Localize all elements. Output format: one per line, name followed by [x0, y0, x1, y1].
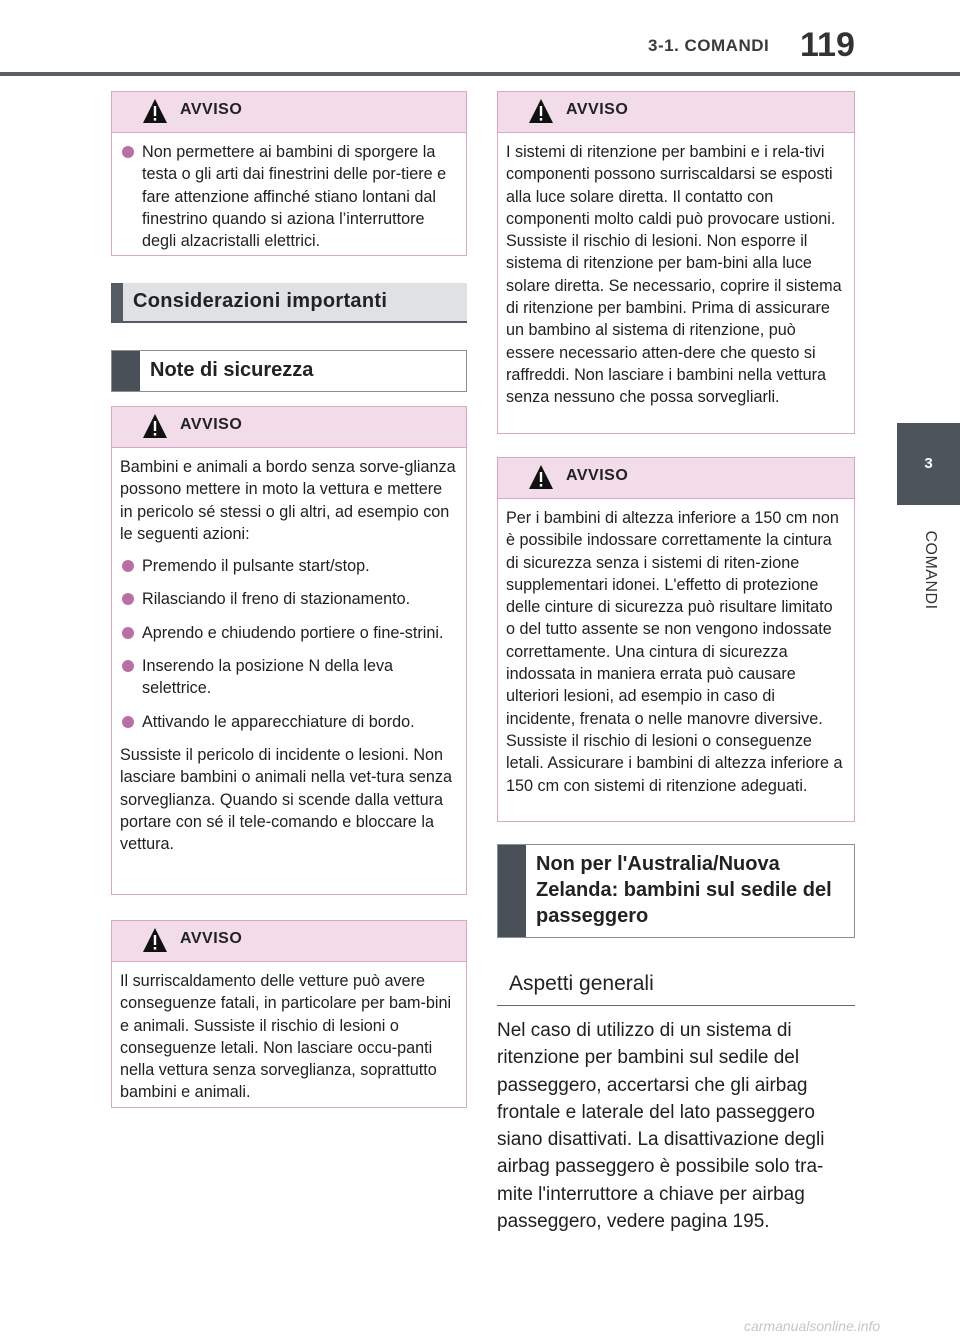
warning-triangle-icon: [528, 464, 554, 490]
list-item: Aprendo e chiudendo portiere o fine-strini.: [120, 622, 456, 644]
bullet-icon: [122, 146, 134, 158]
list-item: Attivando le apparecchiature di bordo.: [120, 711, 456, 733]
chapter-tab: 3: [897, 423, 960, 505]
header-rule: [0, 72, 960, 76]
warning-box-overheating: [111, 920, 467, 1108]
chapter-label: [897, 515, 960, 625]
bullet-icon: [122, 716, 134, 728]
list-item: Inserendo la posizione N della leva selettrice.: [120, 655, 456, 700]
warning-box-seatbelt: [497, 457, 855, 822]
warning-title: AVVISO: [566, 101, 629, 118]
warning-title: AVVISO: [180, 416, 243, 433]
subsection-heading: Non per l'Australia/Nuova Zelanda: bambini sul sedile del passeggero: [497, 844, 855, 938]
list-item: Premendo il pulsante start/stop.: [120, 555, 456, 577]
subheading: Aspetti generali: [497, 960, 855, 1006]
warning-header: [112, 92, 466, 133]
section-heading: Considerazioni importanti: [111, 283, 467, 323]
warning-triangle-icon: [528, 98, 554, 124]
warning-header: [112, 407, 466, 448]
list-item: Non permettere ai bambini di sporgere la testa o gli arti dai finestrini delle por-tiere e fare attenzione affinché stiano lontani dal finestrino quando si aziona l’interruttore degli alzacristalli elettrici.: [120, 141, 456, 252]
warning-box-unattended: [111, 406, 467, 895]
warning-title: AVVISO: [566, 467, 629, 484]
bullet-icon: [122, 660, 134, 672]
warning-box-sunlight: [497, 91, 855, 434]
warning-triangle-icon: [142, 98, 168, 124]
warning-text: Il surriscaldamento delle vetture può avere conseguenze fatali, in particolare per bam-bini e animali. Sussiste il rischio di lesioni o conseguenze letali. Non lasciare occu-panti nella vettura senza sorveglianza, soprattutto bambini e animali.: [120, 972, 452, 1102]
warning-box-window: [111, 91, 467, 256]
warning-header: [498, 92, 854, 133]
watermark: carmanualsonline.info: [744, 1318, 881, 1334]
warning-text: I sistemi di ritenzione per bambini e i rela-tivi componenti possono surriscaldarsi se esposti alla luce solare diretta. Il contatto con componenti molto caldi può provocare ustioni. Sussiste il rischio di lesioni. Non esporre il sistema di ritenzione per bam-bini alla luce solare diretta. Se necessario, coprire il sistema di ritenzione per bambini. Prima di assicurare un bambino al sistema di ritenzione, può essere necessario atten-dere che questo si raffreddi. Non lasciare i bambini nella vettura senza nessuno che possa sorvegliarli.: [506, 143, 842, 407]
subsection-heading: Note di sicurezza: [111, 350, 467, 392]
warning-intro: Bambini e animali a bordo senza sorve-glianza possono mettere in moto la vettura e mettere in pericolo sé stessi o gli altri, ad esempio con le seguenti azioni:: [120, 458, 456, 543]
warning-triangle-icon: [142, 413, 168, 439]
warning-header: [112, 921, 466, 962]
body-paragraph: Nel caso di utilizzo di un sistema di ritenzione per bambini sul sedile del passeggero, accertarsi che gli airbag frontale e laterale del lato passeggero siano disattivati. La disattivazione degli airbag passeggero è possibile solo tra-mite l'interruttore a chiave per airbag passeggero, vedere pagina 195.: [497, 1020, 825, 1233]
bullet-icon: [122, 560, 134, 572]
bullet-icon: [122, 593, 134, 605]
warning-title: AVVISO: [180, 101, 243, 118]
warning-header: [498, 458, 854, 499]
page-number: 119: [800, 26, 855, 64]
warning-outro: Sussiste il pericolo di incidente o lesioni. Non lasciare bambini o animali nella vet-tura senza sorveglianza. Quando si scende dalla vettura portare con sé il tele-comando e bloccare la vettura.: [120, 745, 453, 854]
warning-text: Per i bambini di altezza inferiore a 150 cm non è possibile indossare correttamente la cintura di sicurezza senza i sistemi di riten-zione supplementari idonei. L'effetto di protezione delle cinture di sicurezza può risultare limitato o del tutto assente se non vengono indossate correttamente. Una cintura di sicurezza indossata in maniera errata può causare ulteriori lesioni, ad esempio in caso di incidente, frenata o nelle manovre diversive. Sussiste il rischio di lesioni o conseguenze letali. Assicurare i bambini di altezza inferiore a 150 cm con sistemi di ritenzione adeguati.: [506, 509, 843, 795]
warning-triangle-icon: [142, 927, 168, 953]
list-item: Rilasciando il freno di stazionamento.: [120, 588, 456, 610]
warning-title: AVVISO: [180, 930, 243, 947]
bullet-icon: [122, 627, 134, 639]
chapter-label-text: COMANDI: [921, 530, 939, 610]
section-label: 3-1. COMANDI: [648, 36, 770, 55]
